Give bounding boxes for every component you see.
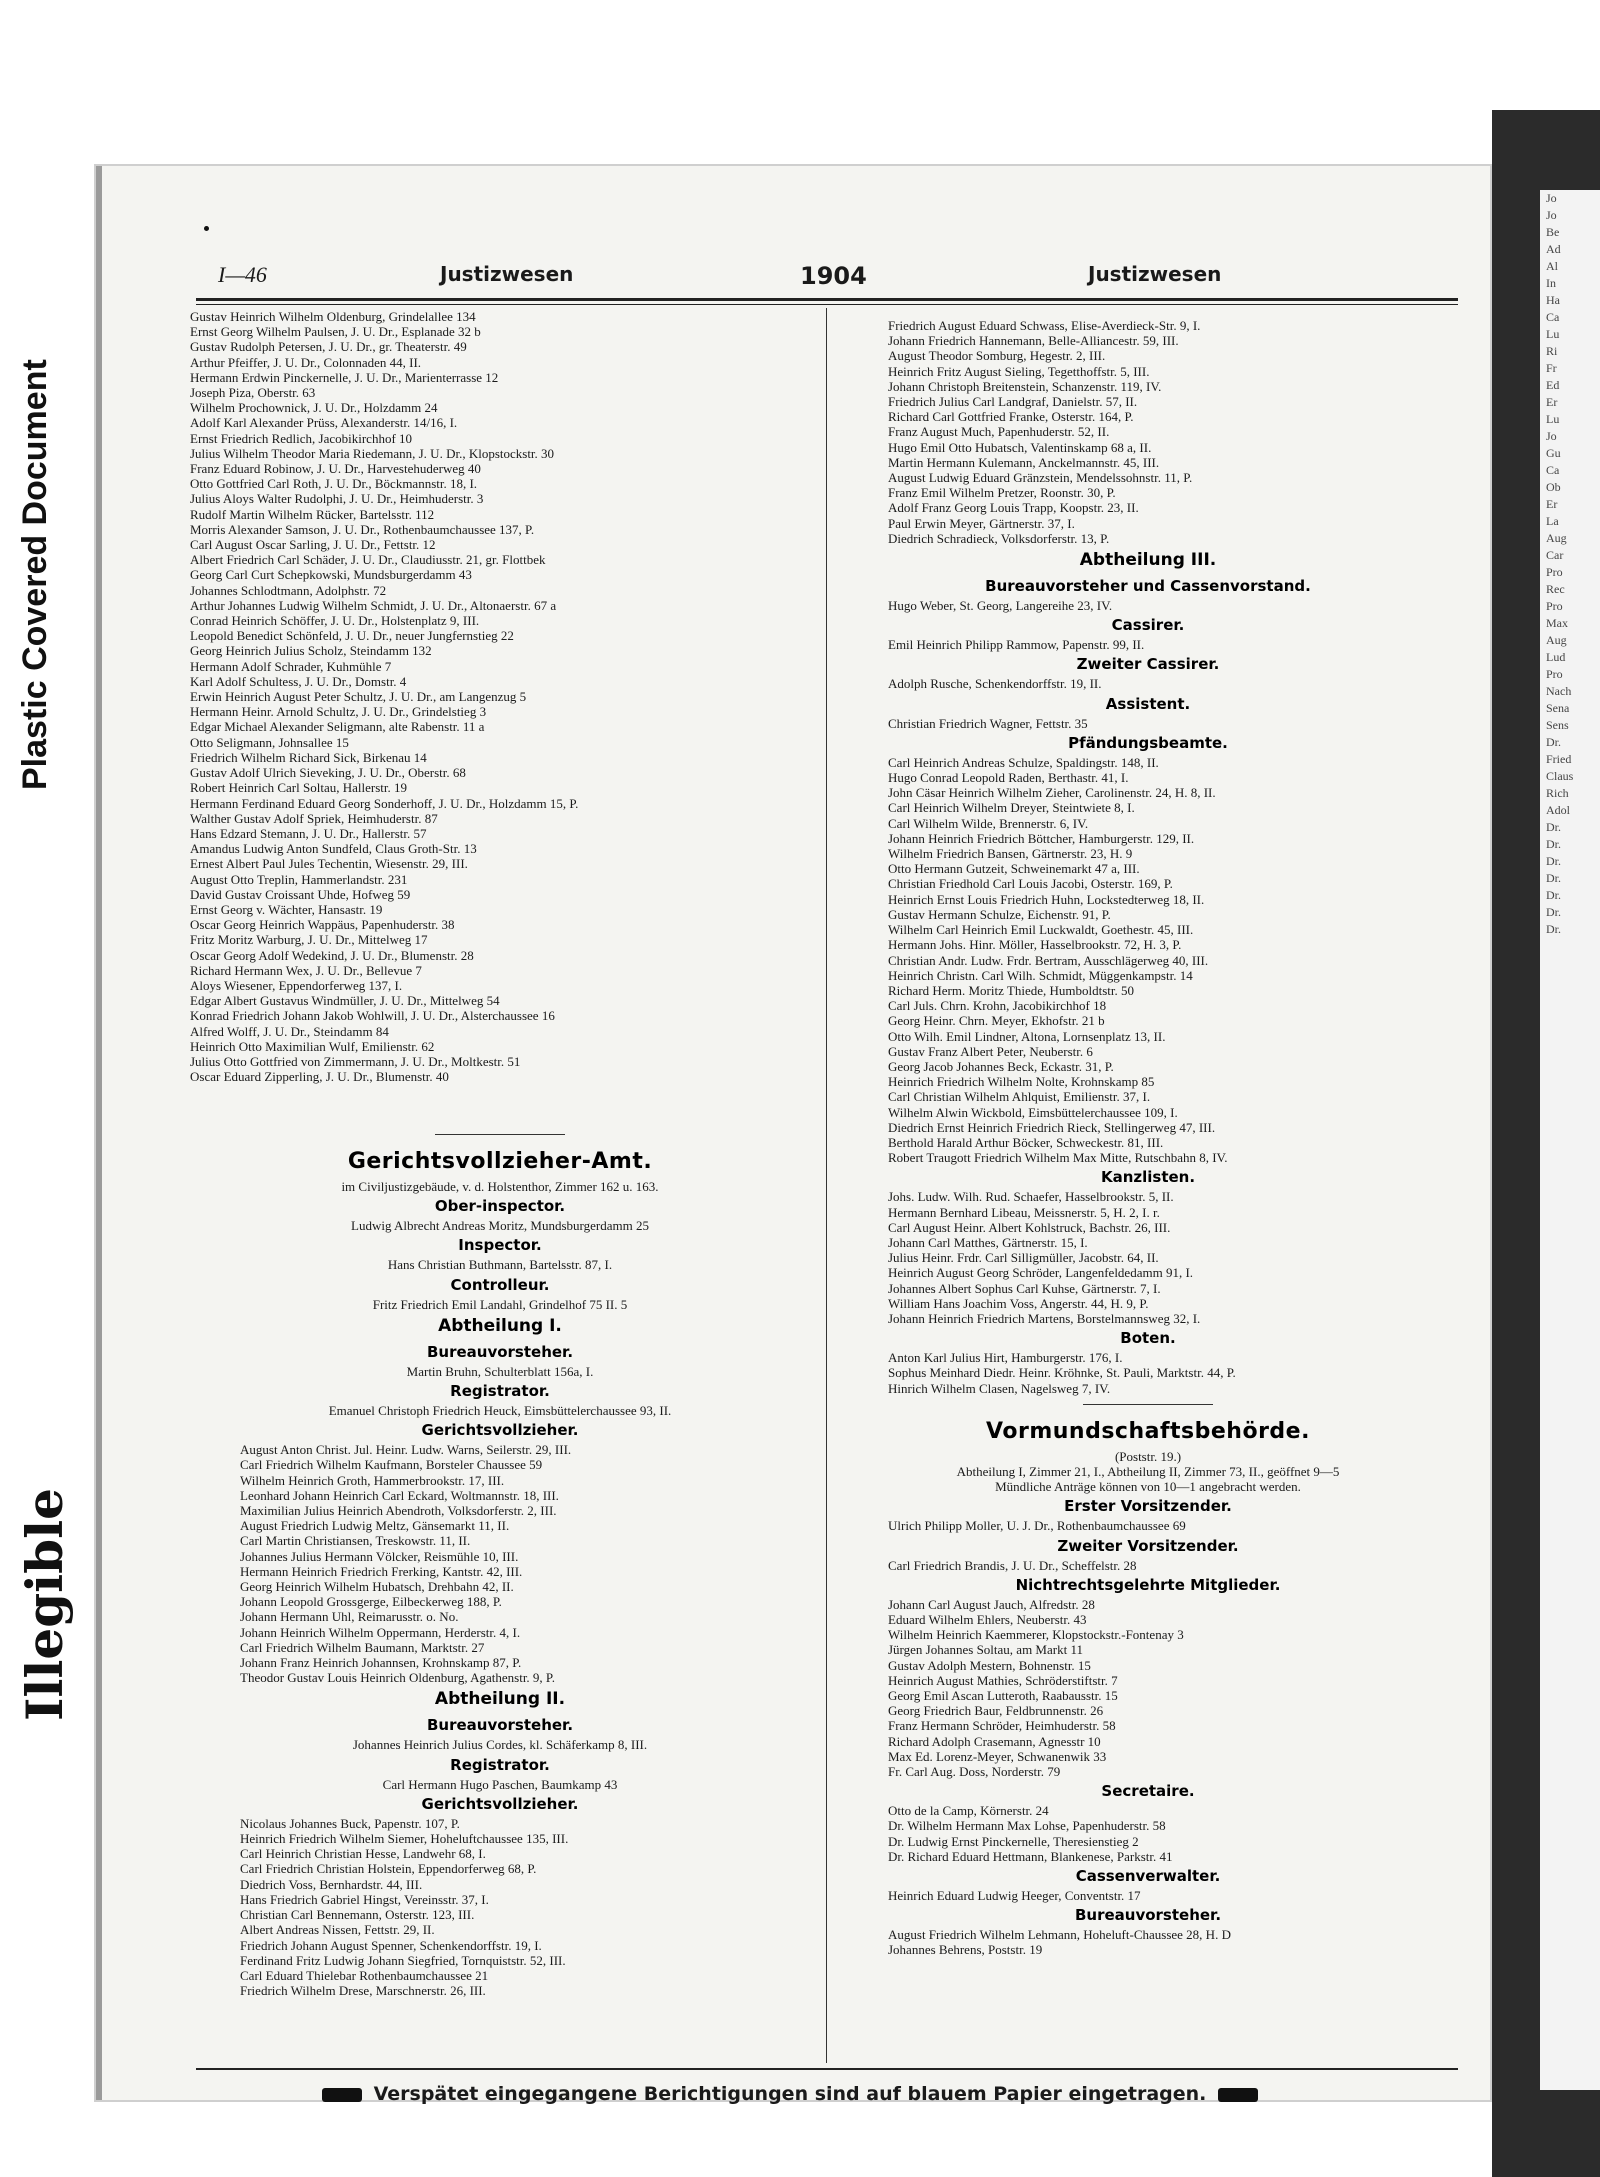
list-entry: Joseph Piza, Oberstr. 63 xyxy=(190,385,316,401)
list-entry: Johann Leopold Grossgerge, Eilbeckerweg 188, P. xyxy=(240,1594,502,1610)
fragment-text: Pro xyxy=(1546,599,1563,613)
list-entry: Georg Emil Ascan Lutteroth, Raabausstr. 15 xyxy=(888,1688,1118,1704)
list-entry: Sophus Meinhard Diedr. Heinr. Kröhnke, St. Pauli, Marktstr. 44, P. xyxy=(888,1365,1236,1381)
header-right-title: Justizwesen xyxy=(1088,262,1222,286)
list-entry: August Theodor Somburg, Hegestr. 2, III. xyxy=(888,348,1106,364)
list-entry: Franz Hermann Schröder, Heimhuderstr. 58 xyxy=(888,1718,1116,1734)
list-entry: Heinrich Otto Maximilian Wulf, Emilienstr. 62 xyxy=(190,1038,435,1054)
list-entry: Rudolf Martin Wilhelm Rücker, Bartelsstr. 112 xyxy=(190,506,435,522)
list-entry: Diedrich Ernst Heinrich Friedrich Rieck, Stellingerweg 47, III. xyxy=(888,1119,1216,1135)
list-entry: Edgar Michael Alexander Seligmann, alte Rabenstr. 11 a xyxy=(190,719,485,735)
list-entry: Johann Christoph Breitenstein, Schanzenstr. 119, IV. xyxy=(888,378,1162,394)
list-entry: Wilhelm Friedrich Bansen, Gärtnerstr. 23, H. 9 xyxy=(888,846,1133,862)
list-entry: John Cäsar Heinrich Wilhelm Zieher, Carolinenstr. 24, H. 8, II. xyxy=(888,785,1216,801)
list-entry: Heinrich Fritz August Sieling, Tegetthoffstr. 5, III. xyxy=(888,363,1150,379)
list-entry: Max Ed. Lorenz-Meyer, Schwanenwik 33 xyxy=(888,1748,1107,1764)
list-entry: Erwin Heinrich August Peter Schultz, J. U. Dr., am Langenzug 5 xyxy=(190,689,527,705)
subsection-title: Zweiter Vorsitzender. xyxy=(1057,1536,1239,1555)
list-entry: Dr. Richard Eduard Hettmann, Blankenese, Parkstr. 41 xyxy=(888,1848,1173,1864)
entry-list xyxy=(888,1927,1408,1957)
list-entry: Friedrich August Eduard Schwass, Elise-Averdieck-Str. 9, I. xyxy=(888,318,1201,333)
section-title: Gerichtsvollzieher-Amt. xyxy=(347,1149,653,1174)
fragment-text: Dr. xyxy=(1546,854,1561,868)
list-entry: Nicolaus Johannes Buck, Papenstr. 107, P. xyxy=(240,1815,460,1831)
subsection-title: Gerichtsvollzieher. xyxy=(421,1794,579,1813)
list-entry: Carl Martin Christiansen, Treskowstr. 11, II. xyxy=(240,1533,471,1549)
list-entry: Karl Adolf Schultess, J. U. Dr., Domstr. 4 xyxy=(190,673,407,689)
adjacent-page-fragment xyxy=(1540,190,1600,2090)
fragment-text: Jo xyxy=(1546,191,1557,205)
fragment-text: Jo xyxy=(1546,429,1557,443)
list-entry: Friedrich Johann August Spenner, Schenkendorffstr. 19, I. xyxy=(240,1937,542,1953)
list-entry: Edgar Albert Gustavus Windmüller, J. U. Dr., Mittelweg 54 xyxy=(190,993,500,1009)
list-entry: Johann Heinrich Friedrich Böttcher, Hamburgerstr. 129, II. xyxy=(888,830,1195,846)
section-title: Vormundschaftsbehörde. xyxy=(986,1418,1310,1444)
subsection-title: Secretaire. xyxy=(1101,1782,1195,1801)
section-rule xyxy=(435,1134,565,1135)
list-entry: Richard Herm. Moritz Thiede, Humboldtstr. 50 xyxy=(888,982,1134,998)
fragment-text: Dr. xyxy=(1546,837,1561,851)
fragment-text: Ca xyxy=(1546,310,1560,324)
list-entry: Carl August Oscar Sarling, J. U. Dr., Fettstr. 12 xyxy=(190,537,436,553)
list-entry: August Friedrich Ludwig Meltz, Gänsemarkt 11, II. xyxy=(240,1518,510,1534)
list-entry: Carl Heinrich Christian Hesse, Landwehr 68, I. xyxy=(240,1846,486,1862)
list-entry: Georg Jacob Johannes Beck, Eckastr. 31, P. xyxy=(888,1058,1114,1074)
fragment-text: Rec xyxy=(1546,582,1565,596)
header-rule-thin xyxy=(196,304,1458,305)
list-entry: Arthur Pfeiffer, J. U. Dr., Colonnaden 44, II. xyxy=(190,354,422,370)
list-entry: Arthur Johannes Ludwig Wilhelm Schmidt, J. U. Dr., Altonaerstr. 67 a xyxy=(190,597,557,613)
list-entry: Konrad Friedrich Johann Jakob Wohlwill, J. U. Dr., Alsterchaussee 16 xyxy=(190,1008,555,1024)
list-entry: Johannes Schlodtmann, Adolphstr. 72 xyxy=(190,582,387,598)
list-entry: David Gustav Croissant Uhde, Hofweg 59 xyxy=(190,886,411,902)
fragment-text: In xyxy=(1546,276,1556,290)
list-entry: Carl Friedrich Christian Holstein, Eppendorferweg 68, P. xyxy=(240,1861,537,1877)
entry-list xyxy=(888,755,1408,1165)
list-entry: Gustav Hermann Schulze, Eichenstr. 91, P. xyxy=(888,906,1111,922)
list-entry: Oscar Georg Adolf Wedekind, J. U. Dr., Blumenstr. 28 xyxy=(190,947,474,963)
list-entry: Gustav Heinrich Wilhelm Oldenburg, Grindelallee 134 xyxy=(190,309,476,324)
list-entry: Oscar Eduard Zipperling, J. U. Dr., Blumenstr. 40 xyxy=(190,1069,449,1085)
list-entry: Carl Heinrich Wilhelm Dreyer, Steintwiete 8, I. xyxy=(888,800,1135,816)
list-entry: Ernest Albert Paul Jules Techentin, Wiesenstr. 29, III. xyxy=(190,856,468,872)
list-entry: Hugo Emil Otto Hubatsch, Valentinskamp 68 a, II. xyxy=(888,439,1152,455)
list-entry: Heinrich Ernst Louis Friedrich Huhn, Lockstedterweg 18, II. xyxy=(888,891,1205,907)
list-entry: Gustav Rudolph Petersen, J. U. Dr., gr. Theaterstr. 49 xyxy=(190,339,467,355)
list-entry: Otto Seligmann, Johnsallee 15 xyxy=(190,734,349,750)
section-location: im Civiljustizgebäude, v. d. Holstenthor, Zimmer 162 u. 163. xyxy=(341,1179,659,1194)
entry-list xyxy=(888,1189,1408,1326)
list-entry: Friedrich Wilhelm Drese, Marschnerstr. 26, III. xyxy=(240,1983,486,1999)
subsection-title: Bureauvorsteher. xyxy=(1074,1906,1222,1925)
fragment-text: Car xyxy=(1546,548,1564,562)
list-entry: Gustav Adolf Ulrich Sieveking, J. U. Dr., Oberstr. 68 xyxy=(190,765,466,781)
list-entry: Franz Eduard Robinow, J. U. Dr., Harvestehuderweg 40 xyxy=(190,461,481,477)
list-entry: Johannes Albert Sophus Carl Kuhse, Gärtnerstr. 7, I. xyxy=(888,1280,1161,1296)
fragment-text: Al xyxy=(1546,259,1558,273)
list-entry: Aloys Wiesener, Eppendorferweg 137, I. xyxy=(190,977,403,993)
list-entry: Wilhelm Heinrich Kaemmerer, Klopstockstr.-Fontenay 3 xyxy=(888,1627,1184,1643)
fragment-text: Sens xyxy=(1546,718,1569,732)
subsection-title: Assistent. xyxy=(1105,694,1191,713)
fragment-text: Max xyxy=(1546,616,1568,630)
list-entry: Eduard Wilhelm Ehlers, Neuberstr. 43 xyxy=(888,1612,1087,1627)
list-entry: Jürgen Johannes Soltau, am Markt 11 xyxy=(888,1642,1083,1658)
fragment-text: Dr. xyxy=(1546,871,1561,885)
list-entry: Carl Friedrich Wilhelm Kaufmann, Borsteler Chaussee 59 xyxy=(240,1457,543,1473)
list-entry: Dr. Ludwig Ernst Pinckernelle, Theresienstieg 2 xyxy=(888,1833,1139,1849)
list-entry: Johann Carl Matthes, Gärtnerstr. 15, I. xyxy=(888,1234,1088,1250)
list-entry: Ernst Georg v. Wächter, Hansastr. 19 xyxy=(190,901,383,917)
subsection-title: Bureauvorsteher und Cassenvorstand. xyxy=(985,577,1311,596)
list-entry: Martin Hermann Kulemann, Anckelmannstr. 45, III. xyxy=(888,454,1160,470)
right-top-list xyxy=(888,318,1408,546)
list-entry: Christian Carl Bennemann, Osterstr. 123, III. xyxy=(240,1907,475,1923)
list-entry: Maximilian Julius Heinrich Abendroth, Volksdorferstr. 2, III. xyxy=(240,1503,557,1519)
list-entry: Walther Gustav Adolf Spriek, Heimhuderstr. 87 xyxy=(190,810,438,826)
list-entry: Hugo Conrad Leopold Raden, Berthastr. 41, I. xyxy=(888,770,1129,786)
list-entry: August Otto Treplin, Hammerlandstr. 231 xyxy=(190,871,408,887)
list-entry: Hermann Adolf Schrader, Kuhmühle 7 xyxy=(190,658,392,674)
subsection-title: Boten. xyxy=(1120,1329,1176,1348)
fragment-text: Gu xyxy=(1546,446,1561,460)
list-entry: Diedrich Schradieck, Volksdorferstr. 13, P. xyxy=(888,530,1110,546)
list-entry: Julius Aloys Walter Rudolphi, J. U. Dr., Heimhuderstr. 3 xyxy=(190,491,484,507)
list-entry: Johann Franz Heinrich Johannsen, Krohnskamp 87, P. xyxy=(240,1655,522,1671)
footer-text: Verspätet eingegangene Berichtigungen sind auf blauem Papier eingetragen. xyxy=(373,2083,1207,2105)
list-entry: Carl Christian Wilhelm Ahlquist, Emilienstr. 37, I. xyxy=(888,1089,1151,1105)
list-entry: Julius Otto Gottfried von Zimmermann, J. U. Dr., Moltkestr. 51 xyxy=(190,1053,521,1069)
list-entry: Johann Hermann Uhl, Reimarusstr. o. No. xyxy=(240,1609,459,1625)
subsection-title: Abtheilung I. xyxy=(438,1315,562,1336)
subsection-title: Zweiter Cassirer. xyxy=(1076,655,1220,674)
list-entry: Amandus Ludwig Anton Sundfeld, Claus Groth-Str. 13 xyxy=(190,841,477,857)
entry: Ludwig Albrecht Andreas Moritz, Mundsburgerdamm 25 xyxy=(351,1218,649,1234)
fragment-text: Pro xyxy=(1546,565,1563,579)
subsection-title: Inspector. xyxy=(458,1236,542,1255)
list-entry: Fr. Carl Aug. Doss, Norderstr. 79 xyxy=(888,1764,1061,1780)
entry: Hugo Weber, St. Georg, Langereihe 23, IV. xyxy=(888,598,1113,614)
list-entry: Friedrich Julius Carl Landgraf, Danielstr. 57, II. xyxy=(888,394,1138,410)
list-entry: Heinrich Friedrich Wilhelm Siemer, Hoheluftchaussee 135, III. xyxy=(240,1831,569,1847)
fragment-text: Adol xyxy=(1546,803,1570,817)
list-entry: Adolf Karl Alexander Prüss, Alexanderstr. 14/16, I. xyxy=(190,415,458,431)
fragment-text: Sena xyxy=(1546,701,1570,715)
list-entry: Hans Friedrich Gabriel Hingst, Vereinsstr. 37, I. xyxy=(240,1891,489,1907)
entry: Carl Friedrich Brandis, J. U. Dr., Scheffelstr. 28 xyxy=(888,1557,1137,1573)
subsection-title: Registrator. xyxy=(450,1755,550,1774)
entry-list xyxy=(888,1803,1408,1864)
list-entry: Robert Heinrich Carl Soltau, Hallerstr. 19 xyxy=(190,780,407,796)
entry-list xyxy=(190,1442,810,1685)
fragment-text: Pro xyxy=(1546,667,1563,681)
entry-list xyxy=(888,1350,1408,1396)
fragment-text: Ri xyxy=(1546,344,1558,358)
list-entry: Heinrich August Georg Schröder, Langenfeldedamm 91, I. xyxy=(888,1265,1194,1281)
entry: Carl Hermann Hugo Paschen, Baumkamp 43 xyxy=(382,1776,618,1792)
list-entry: Richard Carl Gottfried Franke, Osterstr. 164, P. xyxy=(888,409,1134,425)
section-rule xyxy=(1083,1404,1213,1405)
list-entry: Fritz Moritz Warburg, J. U. Dr., Mittelweg 17 xyxy=(190,932,428,948)
entry: Emil Heinrich Philipp Rammow, Papenstr. 99, II. xyxy=(888,637,1145,653)
list-entry: Berthold Harald Arthur Böcker, Schweckestr. 81, III. xyxy=(888,1134,1164,1150)
list-entry: August Friedrich Wilhelm Lehmann, Hoheluft-Chaussee 28, H. D xyxy=(888,1927,1231,1943)
list-entry: Ernst Friedrich Redlich, Jacobikirchhof 10 xyxy=(190,430,413,446)
footer-rule xyxy=(196,2068,1458,2070)
list-entry: Hermann Ferdinand Eduard Georg Sonderhoff, J. U. Dr., Holzdamm 15, P. xyxy=(190,795,579,811)
list-entry: Theodor Gustav Louis Heinrich Oldenburg, Agathenstr. 9, P. xyxy=(240,1670,555,1686)
list-entry: Anton Karl Julius Hirt, Hamburgerstr. 176, I. xyxy=(888,1350,1123,1366)
right-column xyxy=(888,318,1408,1958)
entry: Ulrich Philipp Moller, U. J. Dr., Rothenbaumchaussee 69 xyxy=(888,1518,1186,1534)
subsection-title: Bureauvorsteher. xyxy=(426,1716,574,1735)
fragment-text: Nach xyxy=(1546,684,1572,698)
list-entry: Leonhard Johann Heinrich Carl Eckard, Woltmannstr. 18, III. xyxy=(240,1487,559,1503)
list-entry: Leopold Benedict Schönfeld, J. U. Dr., neuer Jungfernstieg 22 xyxy=(190,628,514,644)
illegible-label: Illegible xyxy=(15,1488,74,1722)
pointing-hand-icon xyxy=(1218,2088,1258,2102)
list-entry: Julius Heinr. Frdr. Carl Silligmüller, Jacobstr. 64, II. xyxy=(888,1250,1159,1266)
list-entry: Hermann Heinrich Friedrich Frerking, Kantstr. 42, III. xyxy=(240,1563,523,1579)
list-entry: Johann Heinrich Wilhelm Oppermann, Herderstr. 4, I. xyxy=(240,1624,521,1640)
list-entry: Alfred Wolff, J. U. Dr., Steindamm 84 xyxy=(190,1023,389,1039)
subsection-title: Cassenverwalter. xyxy=(1075,1867,1221,1886)
entry-list xyxy=(888,1597,1408,1779)
entry: Christian Friedrich Wagner, Fettstr. 35 xyxy=(888,715,1088,731)
fragment-text: Aug xyxy=(1546,633,1567,647)
list-entry: Heinrich Friedrich Wilhelm Nolte, Krohnskamp 85 xyxy=(888,1074,1155,1090)
list-entry: Carl Heinrich Andreas Schulze, Spaldingstr. 148, II. xyxy=(888,754,1159,770)
entry: Adolph Rusche, Schenkendorffstr. 19, II. xyxy=(888,676,1102,692)
list-entry: Carl Wilhelm Wilde, Brennerstr. 6, IV. xyxy=(888,815,1089,831)
list-entry: Christian Friedhold Carl Louis Jacobi, Osterstr. 169, P. xyxy=(888,876,1173,892)
page-number: I—46 xyxy=(218,262,267,287)
subsection-title: Ober-inspector. xyxy=(434,1197,566,1216)
list-entry: Gustav Franz Albert Peter, Neuberstr. 6 xyxy=(888,1043,1093,1059)
fragment-text: Dr. xyxy=(1546,922,1561,936)
list-entry: Julius Wilhelm Theodor Maria Riedemann, J. U. Dr., Klopstockstr. 30 xyxy=(190,445,555,461)
fragment-text: Ob xyxy=(1546,480,1561,494)
footer-note xyxy=(290,2083,1290,2105)
list-entry: Otto Wilh. Emil Lindner, Altona, Lornsenplatz 13, II. xyxy=(888,1028,1166,1044)
fragment-text: Aug xyxy=(1546,531,1567,545)
list-entry: Hermann Heinr. Arnold Schultz, J. U. Dr., Grindelstieg 3 xyxy=(190,704,487,720)
fragment-text: Lud xyxy=(1546,650,1566,664)
list-entry: Carl August Heinr. Albert Kohlstruck, Bachstr. 26, III. xyxy=(888,1219,1171,1235)
subsection-title: Abtheilung II. xyxy=(434,1689,566,1710)
list-entry: Christian Andr. Ludw. Frdr. Bertram, Ausschlägerweg 40, III. xyxy=(888,952,1209,968)
list-entry: Franz August Much, Papenhuderstr. 52, II. xyxy=(888,424,1110,440)
fragment-text: Fried xyxy=(1546,752,1572,766)
entry-list xyxy=(190,1816,810,1998)
list-entry: Carl Friedrich Wilhelm Baumann, Marktstr. 27 xyxy=(240,1639,485,1655)
fragment-text: Dr. xyxy=(1546,735,1561,749)
list-entry: Robert Traugott Friedrich Wilhelm Max Mitte, Rutschbahn 8, IV. xyxy=(888,1150,1228,1166)
list-entry: Georg Carl Curt Schepkowski, Mundsburgerdamm 43 xyxy=(190,567,472,583)
subsection-title: Registrator. xyxy=(450,1382,550,1401)
list-entry: Johann Carl August Jauch, Alfredstr. 28 xyxy=(888,1596,1095,1612)
list-entry: Wilhelm Alwin Wickbold, Eimsbüttelerchaussee 109, I. xyxy=(888,1104,1178,1120)
header-year: 1904 xyxy=(800,262,867,290)
list-entry: Carl Eduard Thielebar Rothenbaumchaussee 21 xyxy=(240,1967,489,1983)
fragment-text: Dr. xyxy=(1546,905,1561,919)
subsection-title: Pfändungsbeamte. xyxy=(1068,733,1228,752)
subsection-title: Cassirer. xyxy=(1111,616,1185,635)
column-divider xyxy=(826,308,827,2063)
list-entry: Conrad Heinrich Schöffer, J. U. Dr., Holstenplatz 9, III. xyxy=(190,613,480,629)
list-entry: Otto Hermann Gutzeit, Schweinemarkt 47 a, III. xyxy=(888,861,1140,877)
subsection-title: Bureauvorsteher. xyxy=(426,1342,574,1361)
list-entry: Ernst Georg Wilhelm Paulsen, J. U. Dr., Esplanade 32 b xyxy=(190,324,481,340)
entry: Fritz Friedrich Emil Landahl, Grindelhof 75 II. 5 xyxy=(372,1296,628,1312)
list-entry: Georg Heinr. Chrn. Meyer, Ekhofstr. 21 b xyxy=(888,1013,1105,1029)
page-edge xyxy=(96,166,102,2100)
entry: Martin Bruhn, Schulterblatt 156a, I. xyxy=(406,1363,594,1379)
list-entry: Paul Erwin Meyer, Gärtnerstr. 37, I. xyxy=(888,515,1075,531)
list-entry: Franz Emil Wilhelm Pretzer, Roonstr. 30, P. xyxy=(888,485,1116,501)
entry: Johannes Heinrich Julius Cordes, kl. Schäferkamp 8, III. xyxy=(352,1737,648,1753)
section-location: (Poststr. 19.) xyxy=(1114,1448,1182,1464)
list-entry: Wilhelm Heinrich Groth, Hammerbrookstr. 17, III. xyxy=(240,1472,505,1488)
list-entry: August Anton Christ. Jul. Heinr. Ludw. Warns, Seilerstr. 29, III. xyxy=(240,1442,572,1458)
fragment-text: Be xyxy=(1546,225,1560,239)
fragment-text: Dr. xyxy=(1546,820,1561,834)
list-entry: Dr. Wilhelm Hermann Max Lohse, Papenhuderstr. 58 xyxy=(888,1818,1166,1834)
list-entry: Georg Heinrich Julius Scholz, Steindamm 132 xyxy=(190,643,432,659)
list-entry: Morris Alexander Samson, J. U. Dr., Rothenbaumchaussee 137, P. xyxy=(190,521,535,537)
fragment-text: Er xyxy=(1546,395,1558,409)
list-entry: Adolf Franz Georg Louis Trapp, Koopstr. 23, II. xyxy=(888,500,1139,516)
fragment-text: Ha xyxy=(1546,293,1560,307)
fragment-text: Claus xyxy=(1546,769,1574,783)
fragment-text: Ca xyxy=(1546,463,1560,477)
list-entry: Georg Friedrich Baur, Feldbrunnenstr. 26 xyxy=(888,1703,1104,1719)
list-entry: Heinrich August Mathies, Schröderstiftstr. 7 xyxy=(888,1672,1118,1688)
list-entry: Ferdinand Fritz Ludwig Johann Siegfried, Tornquiststr. 52, III. xyxy=(240,1952,566,1968)
fragment-text: Ed xyxy=(1546,378,1560,392)
section-note: Abtheilung I, Zimmer 21, I., Abtheilung II, Zimmer 73, II., geöffnet 9—5 xyxy=(956,1463,1340,1479)
subsection-title: Nichtrechtsgelehrte Mitglieder. xyxy=(1015,1575,1281,1594)
fragment-text: Dr. xyxy=(1546,888,1561,902)
fragment-text: La xyxy=(1546,514,1559,528)
list-entry: Albert Andreas Nissen, Fettstr. 29, II. xyxy=(240,1922,435,1938)
subsection-title: Erster Vorsitzender. xyxy=(1064,1497,1232,1516)
list-entry: Gustav Adolph Mestern, Bohnenstr. 15 xyxy=(888,1657,1091,1673)
gerichtsvollzieher-section xyxy=(190,1126,810,1998)
fragment-text: Fr xyxy=(1546,361,1557,375)
subsection-title: Abtheilung III. xyxy=(1079,550,1217,571)
list-entry: Otto de la Camp, Körnerstr. 24 xyxy=(888,1803,1049,1819)
list-entry: Otto Gottfried Carl Roth, J. U. Dr., Böckmannstr. 18, I. xyxy=(190,476,478,492)
fragment-text: Er xyxy=(1546,497,1558,511)
list-entry: Hermann Erdwin Pinckernelle, J. U. Dr., Marienterrasse 12 xyxy=(190,369,499,385)
list-entry: Hans Edzard Stemann, J. U. Dr., Hallerstr. 57 xyxy=(190,825,427,841)
list-entry: Albert Friedrich Carl Schäder, J. U. Dr., Claudiusstr. 21, gr. Flottbek xyxy=(190,552,546,568)
fragment-text: Rich xyxy=(1546,786,1569,800)
entry: Hans Christian Buthmann, Bartelsstr. 87, I. xyxy=(387,1257,613,1273)
list-entry: William Hans Joachim Voss, Angerstr. 44, H. 9, P. xyxy=(888,1295,1149,1311)
list-entry: Johannes Julius Hermann Völcker, Reismühle 10, III. xyxy=(240,1548,519,1564)
subsection-title: Gerichtsvollzieher. xyxy=(421,1421,579,1440)
list-entry: Heinrich Christn. Carl Wilh. Schmidt, Müggenkampstr. 14 xyxy=(888,967,1193,983)
list-entry: Carl Juls. Chrn. Krohn, Jacobikirchhof 18 xyxy=(888,998,1107,1014)
header-left-title: Justizwesen xyxy=(440,262,574,286)
entry: Heinrich Eduard Ludwig Heeger, Conventstr. 17 xyxy=(888,1888,1141,1904)
subsection-title: Kanzlisten. xyxy=(1100,1168,1196,1187)
list-entry: Diedrich Voss, Bernhardstr. 44, III. xyxy=(240,1876,423,1892)
pointing-hand-icon xyxy=(322,2088,362,2102)
subsection-title: Controlleur. xyxy=(450,1275,550,1294)
list-entry: Johann Heinrich Friedrich Martens, Borstelmannsweg 32, I. xyxy=(888,1310,1201,1326)
list-entry: Richard Hermann Wex, J. U. Dr., Bellevue 7 xyxy=(190,962,422,978)
list-entry: Hinrich Wilhelm Clasen, Nagelsweg 7, IV. xyxy=(888,1380,1111,1396)
list-entry: Wilhelm Prochownick, J. U. Dr., Holzdamm 24 xyxy=(190,400,438,416)
list-entry: Hermann Bernhard Libeau, Meissnerstr. 5, H. 2, I. r. xyxy=(888,1204,1160,1220)
fragment-text: Lu xyxy=(1546,327,1560,341)
ink-dot xyxy=(204,226,209,231)
list-entry: Johannes Behrens, Poststr. 19 xyxy=(888,1942,1043,1958)
section-note: Mündliche Anträge können von 10—1 angebracht werden. xyxy=(995,1479,1301,1495)
fragment-text: Ad xyxy=(1546,242,1561,256)
plastic-covered-label: Plastic Covered Document xyxy=(16,359,54,791)
fragment-text: Jo xyxy=(1546,208,1557,222)
list-entry: Johs. Ludw. Wilh. Rud. Schaefer, Hasselbrookstr. 5, II. xyxy=(888,1189,1174,1205)
list-entry: Johann Friedrich Hannemann, Belle-Alliancestr. 59, III. xyxy=(888,333,1179,349)
list-entry: Georg Heinrich Wilhelm Hubatsch, Drehbahn 42, II. xyxy=(240,1579,514,1595)
fragment-text: Lu xyxy=(1546,412,1560,426)
list-entry: Wilhelm Carl Heinrich Emil Luckwaldt, Goethestr. 45, III. xyxy=(888,922,1194,938)
list-entry: Richard Adolph Crasemann, Agnesstr 10 xyxy=(888,1733,1101,1749)
header-rule xyxy=(196,298,1458,301)
left-column-top-list xyxy=(190,309,810,1084)
entry: Emanuel Christoph Friedrich Heuck, Eimsbüttelerchaussee 93, II. xyxy=(328,1403,672,1419)
list-entry: Friedrich Wilhelm Richard Sick, Birkenau 14 xyxy=(190,749,427,765)
list-entry: Oscar Georg Heinrich Wappäus, Papenhuderstr. 38 xyxy=(190,917,455,933)
list-entry: Hermann Johs. Hinr. Möller, Hasselbrookstr. 72, H. 3, P. xyxy=(888,937,1182,953)
list-entry: August Ludwig Eduard Gränzstein, Mendelssohnstr. 11, P. xyxy=(888,470,1193,486)
